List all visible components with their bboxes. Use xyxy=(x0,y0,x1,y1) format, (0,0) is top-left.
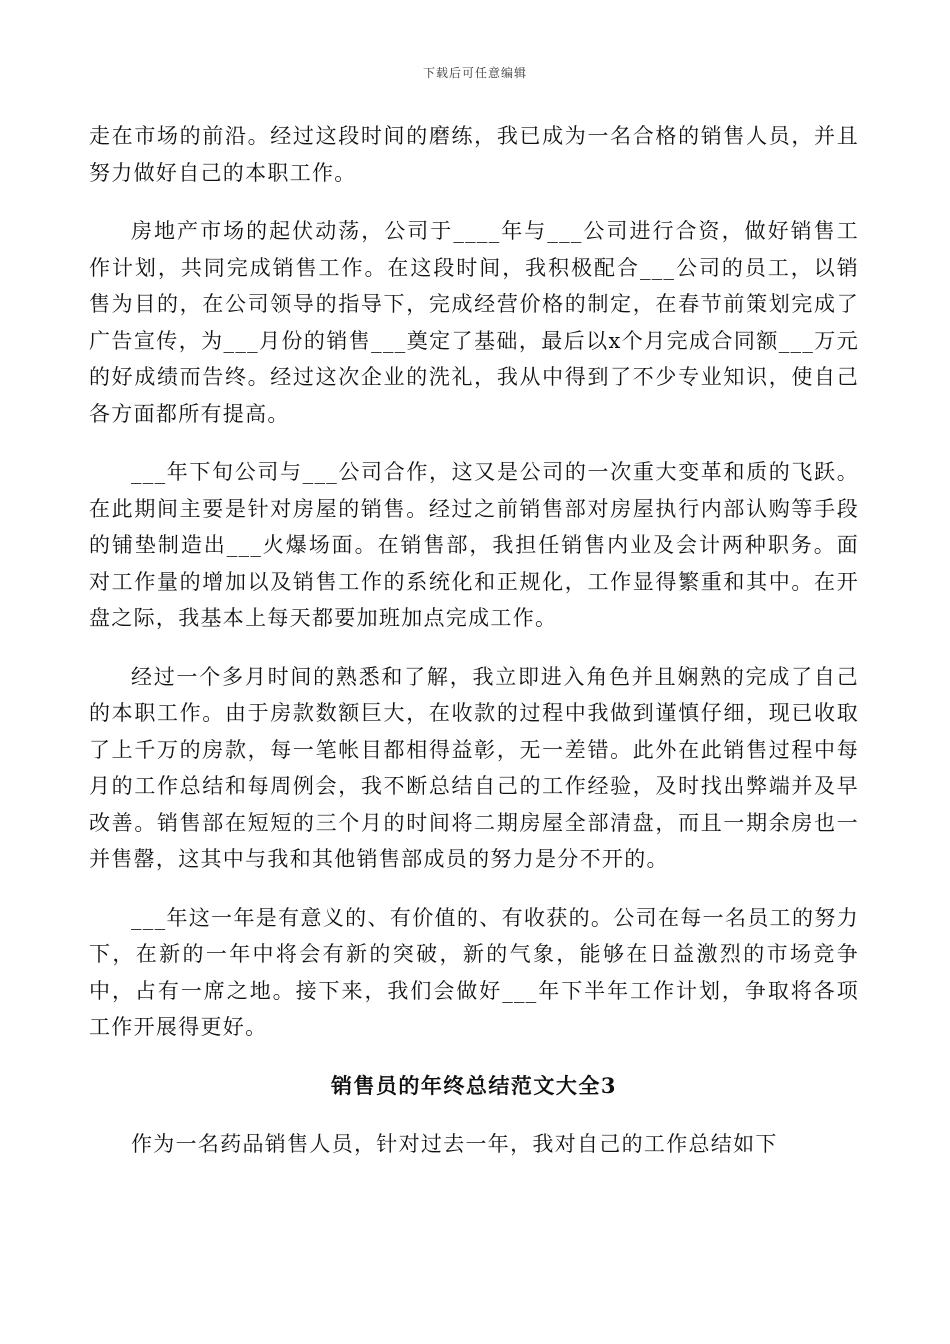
paragraph-3: ___年下旬公司与___公司合作，这又是公司的一次重大变革和质的飞跃。在此期间主要是针对房屋的销售。经过之前销售部对房屋执行内部认购等手段的铺垫制造出___火爆场面。在销售部，我担任销售内业及会计两种职务。面对工作量的增加以及销售工作的系统化和正规化，工作显得繁重和其中。在开盘之际，我基本上每天都要加班加点完成工作。 xyxy=(89,460,859,630)
paragraph-6: 作为一名药品销售人员，针对过去一年，我对自己的工作总结如下 xyxy=(131,1132,778,1156)
document-body xyxy=(89,118,859,1163)
paragraph-gap xyxy=(89,432,859,454)
paragraph-gap xyxy=(89,1046,859,1068)
paragraph-5: ___年这一年是有意义的、有价值的、有收获的。公司在每一名员工的努力下，在新的一年中将会有新的突破，新的气象，能够在日益激烈的市场竞争中，占有一席之地。接下来，我们会做好___年下半年工作计划，争取将各项工作开展得更好。 xyxy=(89,905,859,1039)
paragraph-gap xyxy=(89,637,859,659)
paragraph-4: 经过一个多月时间的熟悉和了解，我立即进入角色并且娴熟的完成了自己的本职工作。由于房款数额巨大，在收款的过程中我做到谨慎仔细，现已收取了上千万的房款，每一笔帐目都相得益彰，无一差错。此外在此销售过程中每月的工作总结和每周例会，我不断总结自己的工作经验，及时找出弊端并及早改善。销售部在短短的三个月的时间将二期房屋全部清盘，而且一期余房也一并售罄，这其中与我和其他销售部成员的努力是分不开的。 xyxy=(89,664,859,871)
paragraph-2: 房地产市场的起伏动荡，公司于____年与___公司进行合资，做好销售工作计划，共同完成销售工作。在这段时间，我积极配合___公司的员工，以销售为目的，在公司领导的指导下，完成经营价格的制定，在春节前策划完成了广告宣传，为___月份的销售___奠定了基础，最后以x个月完成合同额___万元的好成绩而告终。经过这次企业的洗礼，我从中得到了不少专业知识，使自己各方面都所有提高。 xyxy=(89,219,859,426)
paragraph-1: 走在市场的前沿。经过这段时间的磨练，我已成为一名合格的销售人员，并且努力做好自己的本职工作。 xyxy=(89,124,859,185)
paragraph-gap xyxy=(89,878,859,900)
paragraph-gap xyxy=(89,1104,859,1126)
page-header: 下载后可任意编辑 xyxy=(422,66,527,80)
section-heading: 销售员的年终总结范文大全3 xyxy=(330,1072,618,1098)
paragraph-gap xyxy=(89,191,859,213)
